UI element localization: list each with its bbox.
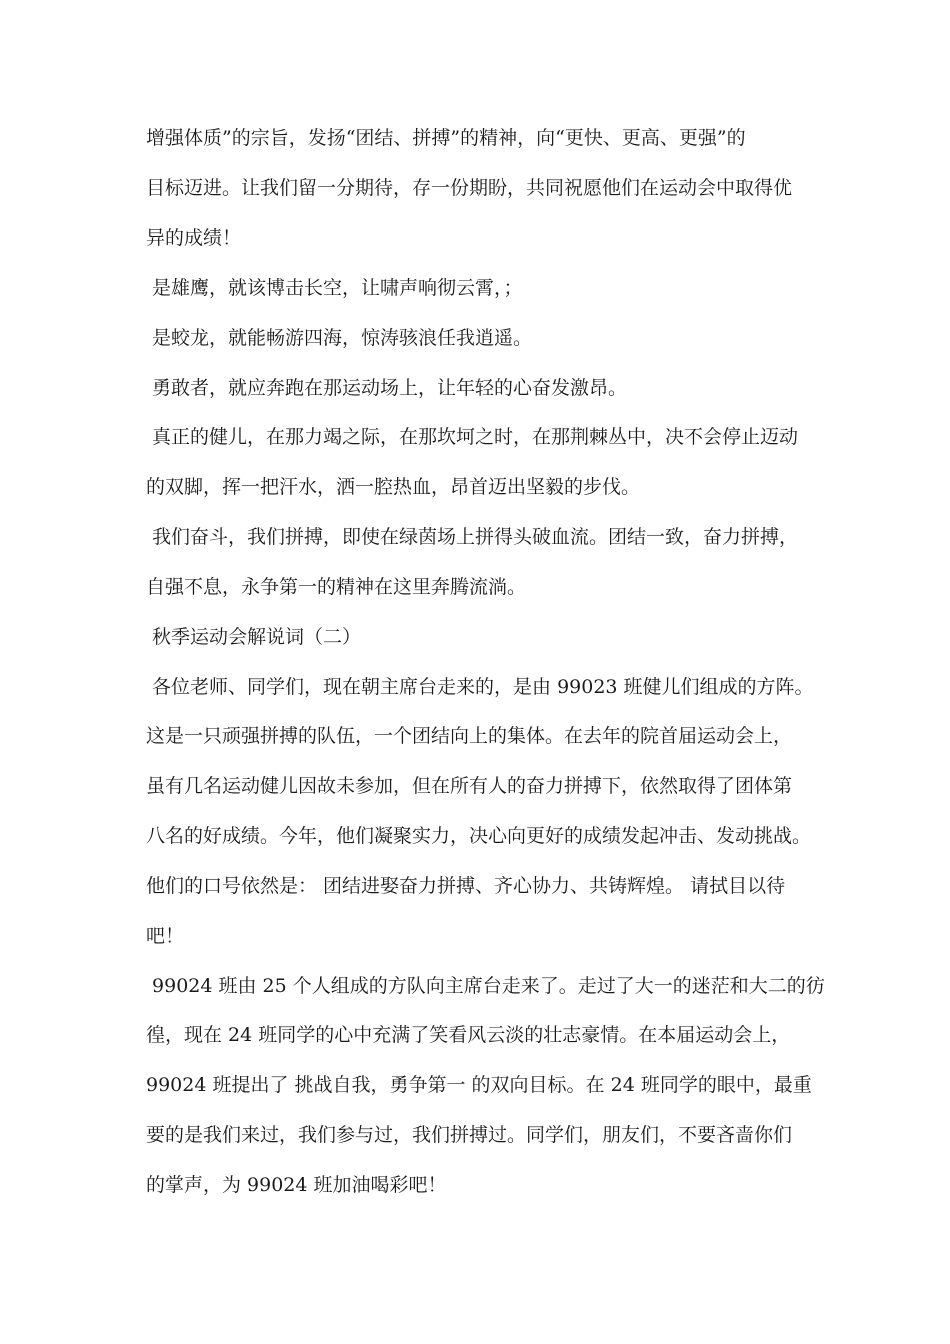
text-line: 是蛟龙，就能畅游四海，惊涛骇浪任我逍遥。 <box>146 327 533 349</box>
text-line: 异的成绩！ <box>146 227 242 249</box>
text-line: 各位老师、同学们，现在朝主席台走来的，是由 99023 班健儿们组成的方阵。 <box>146 676 814 698</box>
text-line: 徨，现在 24 班同学的心中充满了笑看风云淡的壮志豪情。在本届运动会上， <box>146 1024 791 1046</box>
text-line: 的双脚，挥一把汗水，洒一腔热血，昂首迈出坚毅的步伐。 <box>146 476 641 498</box>
text-line: 他们的口号依然是： 团结进娶奋力拼搏、齐心协力、共铸辉煌。 请拭目以待 <box>146 875 786 897</box>
text-line: 99024 班提出了 挑战自我，勇争第一 的双向目标。在 24 班同学的眼中，最重 <box>146 1074 812 1096</box>
text-line: 真正的健儿，在那力竭之际，在那坎坷之时，在那荆棘丛中，决不会停止迈动 <box>146 426 799 448</box>
section-heading: 秋季运动会解说词（二） <box>146 626 362 648</box>
text-line: 的掌声，为 99024 班加油喝彩吧！ <box>146 1174 447 1196</box>
text-line: 自强不息，永争第一的精神在这里奔腾流淌。 <box>146 576 527 598</box>
text-line: 增强体质”的宗旨，发扬“团结、拼搏”的精神，向“更快、更高、更强”的 <box>146 127 746 149</box>
text-line: 虽有几名运动健儿因故未参加，但在所有人的奋力拼搏下，依然取得了团体第 <box>146 775 793 797</box>
text-line: 这是一只顽强拼搏的队伍，一个团结向上的集体。在去年的院首届运动会上， <box>146 725 793 747</box>
text-line: 我们奋斗，我们拼搏，即使在绿茵场上拼得头破血流。团结一致，奋力拼搏， <box>146 526 799 548</box>
text-line: 吧！ <box>146 925 185 947</box>
text-line: 要的是我们来过，我们参与过，我们拼搏过。同学们，朋友们，不要吝啬你们 <box>146 1124 793 1146</box>
text-line: 99024 班由 25 个人组成的方队向主席台走来了。走过了大一的迷茫和大二的彷 <box>146 975 825 997</box>
text-line: 目标迈进。让我们留一分期待，存一份期盼，共同祝愿他们在运动会中取得优 <box>146 177 793 199</box>
text-line: 是雄鹰，就该博击长空，让啸声响彻云霄，； <box>146 277 523 299</box>
text-line: 八名的好成绩。今年，他们凝聚实力，决心向更好的成绩发起冲击、发动挑战。 <box>146 825 812 847</box>
text-line: 勇敢者，就应奔跑在那运动场上，让年轻的心奋发激昂。 <box>146 377 628 399</box>
